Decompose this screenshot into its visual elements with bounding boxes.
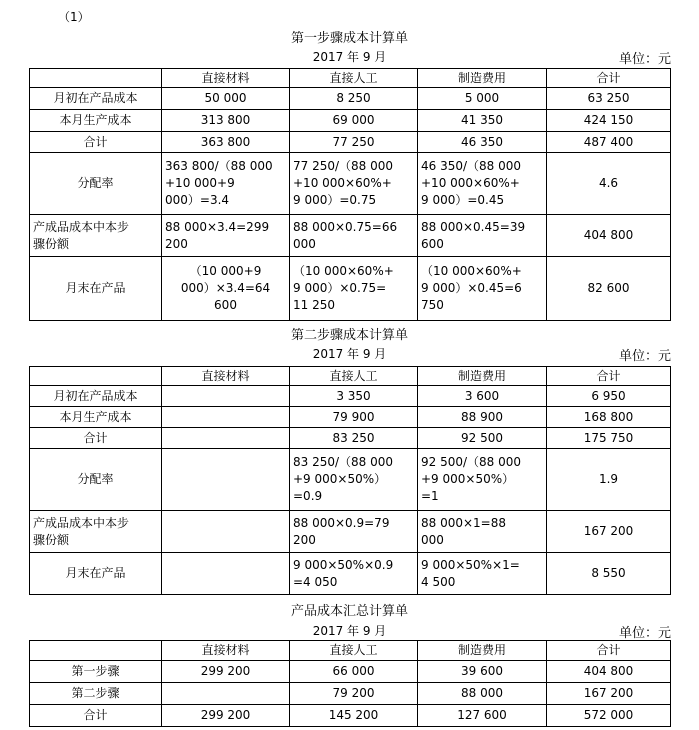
table-cell xyxy=(162,511,290,553)
row-label: 产成品成本中本步 骤份额 xyxy=(30,511,162,553)
table-cell: 83 250 xyxy=(290,428,418,449)
table-cell: 66 000 xyxy=(290,661,418,683)
table-row xyxy=(30,428,671,449)
table-cell: 8 550 xyxy=(547,553,671,595)
table-cell: 50 000 xyxy=(162,88,290,110)
table-cell: 39 600 xyxy=(418,661,547,683)
table-cell: 88 000×1=88 000 xyxy=(418,511,547,553)
table2 xyxy=(29,366,671,595)
header-cell: 直接材料 xyxy=(162,367,290,386)
table-row xyxy=(30,511,671,553)
table1 xyxy=(29,68,671,321)
row-label: 月初在产品成本 xyxy=(30,386,162,407)
table-cell: 46 350 xyxy=(418,132,547,153)
table-cell: 46 350/（88 000 +10 000×60%+ 9 000）=0.45 xyxy=(418,153,547,215)
table-cell: 424 150 xyxy=(547,110,671,132)
table-cell: 3 350 xyxy=(290,386,418,407)
table-cell: 88 000×0.45=39 600 xyxy=(418,215,547,257)
table-row xyxy=(30,705,671,727)
section-label: （1） xyxy=(58,10,90,24)
table-cell: 77 250 xyxy=(290,132,418,153)
table-cell: 167 200 xyxy=(547,683,671,705)
header-cell xyxy=(30,367,162,386)
table2-header-row xyxy=(30,367,671,386)
table-cell: 167 200 xyxy=(547,511,671,553)
table-cell: 83 250/（88 000 +9 000×50%） =0.9 xyxy=(290,449,418,511)
table-cell: （10 000×60%+ 9 000）×0.45=6 750 xyxy=(418,257,547,321)
table1-unit: 单位：元 xyxy=(618,52,671,67)
row-label: 分配率 xyxy=(30,153,162,215)
table-row xyxy=(30,407,671,428)
header-cell: 制造费用 xyxy=(418,69,547,88)
table-cell: 4.6 xyxy=(547,153,671,215)
row-label: 分配率 xyxy=(30,449,162,511)
header-cell: 直接人工 xyxy=(290,69,418,88)
table-cell: （10 000×60%+ 9 000）×0.75= 11 250 xyxy=(290,257,418,321)
table2-date: 2017 年 9 月 xyxy=(312,347,387,361)
table-row xyxy=(30,553,671,595)
table-cell: 79 200 xyxy=(290,683,418,705)
table-cell: 572 000 xyxy=(547,705,671,727)
table-cell: 69 000 xyxy=(290,110,418,132)
row-label: 本月生产成本 xyxy=(30,407,162,428)
table-cell: 175 750 xyxy=(547,428,671,449)
table-row xyxy=(30,88,671,110)
table-cell: 88 000×0.75=66 000 xyxy=(290,215,418,257)
table1-date: 2017 年 9 月 xyxy=(312,50,387,64)
table1-header-row xyxy=(30,69,671,88)
table-cell: 88 000×0.9=79 200 xyxy=(290,511,418,553)
table-cell xyxy=(162,553,290,595)
table-cell: （10 000+9 000）×3.4=64 600 xyxy=(162,257,290,321)
table-cell: 92 500/（88 000 +9 000×50%） =1 xyxy=(418,449,547,511)
row-label: 合计 xyxy=(30,705,162,727)
table-cell: 404 800 xyxy=(547,215,671,257)
table-cell xyxy=(162,407,290,428)
table-cell: 145 200 xyxy=(290,705,418,727)
table-cell: 313 800 xyxy=(162,110,290,132)
table-cell: 8 250 xyxy=(290,88,418,110)
table-cell: 404 800 xyxy=(547,661,671,683)
table-cell: 92 500 xyxy=(418,428,547,449)
table-cell xyxy=(162,683,290,705)
table-cell: 63 250 xyxy=(547,88,671,110)
row-label: 第二步骤 xyxy=(30,683,162,705)
table3-title: 产品成本汇总计算单 xyxy=(290,604,408,619)
table-cell xyxy=(162,449,290,511)
table3-date: 2017 年 9 月 xyxy=(312,624,387,638)
row-label: 合计 xyxy=(30,132,162,153)
header-cell: 合计 xyxy=(547,69,671,88)
table-cell: 77 250/（88 000 +10 000×60%+ 9 000）=0.75 xyxy=(290,153,418,215)
header-cell: 直接材料 xyxy=(162,69,290,88)
row-label: 本月生产成本 xyxy=(30,110,162,132)
header-cell: 合计 xyxy=(547,641,671,661)
row-label: 月末在产品 xyxy=(30,553,162,595)
table-cell: 9 000×50%×1= 4 500 xyxy=(418,553,547,595)
table-cell: 41 350 xyxy=(418,110,547,132)
table-cell: 9 000×50%×0.9 =4 050 xyxy=(290,553,418,595)
table-row xyxy=(30,257,671,321)
table-row xyxy=(30,110,671,132)
table-cell: 1.9 xyxy=(547,449,671,511)
table2-unit: 单位：元 xyxy=(618,349,671,364)
table-row xyxy=(30,132,671,153)
header-cell: 制造费用 xyxy=(418,641,547,661)
header-cell: 直接材料 xyxy=(162,641,290,661)
table-cell xyxy=(162,386,290,407)
table-cell: 127 600 xyxy=(418,705,547,727)
table-cell: 3 600 xyxy=(418,386,547,407)
table-row xyxy=(30,661,671,683)
row-label: 第一步骤 xyxy=(30,661,162,683)
table3-unit: 单位：元 xyxy=(618,626,671,641)
row-label: 月初在产品成本 xyxy=(30,88,162,110)
table-cell: 88 000 xyxy=(418,683,547,705)
table-cell xyxy=(162,428,290,449)
table-cell: 363 800 xyxy=(162,132,290,153)
table-cell: 487 400 xyxy=(547,132,671,153)
table-cell: 299 200 xyxy=(162,705,290,727)
table-cell: 168 800 xyxy=(547,407,671,428)
row-label: 产成品成本中本步 骤份额 xyxy=(30,215,162,257)
table-cell: 82 600 xyxy=(547,257,671,321)
table3-header-row xyxy=(30,641,671,661)
header-cell: 制造费用 xyxy=(418,367,547,386)
table-cell: 79 900 xyxy=(290,407,418,428)
header-cell: 直接人工 xyxy=(290,641,418,661)
table-row xyxy=(30,683,671,705)
header-cell: 合计 xyxy=(547,367,671,386)
header-cell xyxy=(30,69,162,88)
table-row xyxy=(30,386,671,407)
table-row xyxy=(30,153,671,215)
table-row xyxy=(30,215,671,257)
table-cell: 6 950 xyxy=(547,386,671,407)
header-cell: 直接人工 xyxy=(290,367,418,386)
header-cell xyxy=(30,641,162,661)
table-row xyxy=(30,449,671,511)
table3 xyxy=(29,640,671,727)
table2-title: 第二步骤成本计算单 xyxy=(290,328,408,343)
table-cell: 5 000 xyxy=(418,88,547,110)
table-cell: 88 900 xyxy=(418,407,547,428)
table-cell: 88 000×3.4=299 200 xyxy=(162,215,290,257)
table-cell: 363 800/（88 000 +10 000+9 000）=3.4 xyxy=(162,153,290,215)
row-label: 合计 xyxy=(30,428,162,449)
table1-title: 第一步骤成本计算单 xyxy=(290,31,408,46)
row-label: 月末在产品 xyxy=(30,257,162,321)
table-cell: 299 200 xyxy=(162,661,290,683)
